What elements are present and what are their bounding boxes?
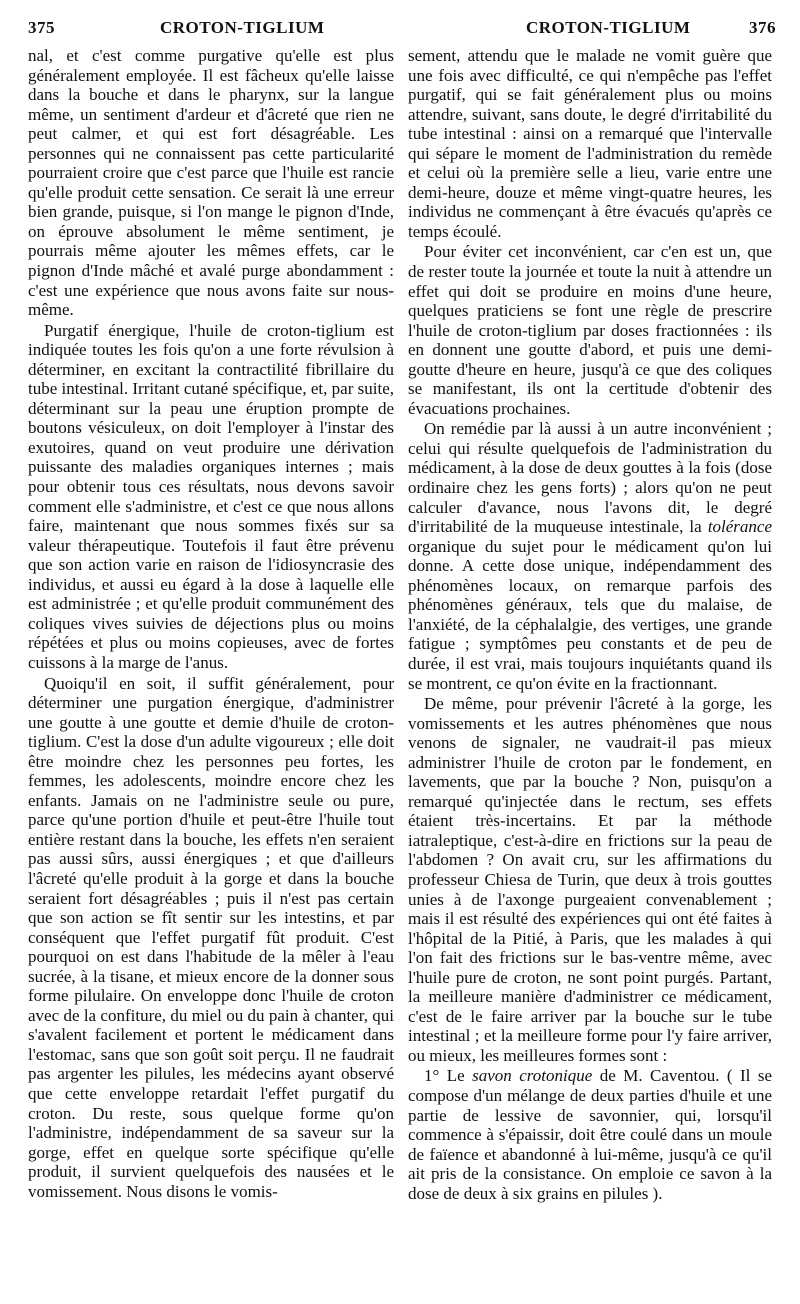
paragraph: Purgatif énergique, l'huile de croton-tiglium est indiquée toutes les fois qu'on a une forte révulsion à déterminer, en excitant la contractilité fibrillaire du tube intestinal. Irritant cutané spécifique, et, par suite, déterminant sur la peau une éruption prompte de boutons vésiculeux, on doit l'employer à l'instar des exutoires, quand on veut produire une dérivation puissante des maladies organiques internes ; mais pour obtenir tous ces résultats, nous devons savoir comment elle s'administre, et c'est ce que nous allons faire, maintenant que nous sommes fixés sur sa valeur thérapeutique. Toutefois il faut être prévenu que son action varie en raison de l'idiosyncrasie des individus, et aussi eu égard à la dose à laquelle elle est administrée ; et qu'elle produit communément des coliques vives suivies de déjections plus ou moins répétées et plus ou moins copieuses, avec de fortes cuissons à la marge de l'anus. (28, 320, 394, 672)
running-header (28, 18, 776, 44)
paragraph-text: On remédie par là aussi à un autre inconvénient ; celui qui résulte quelquefois de l'administration du médicament, à la dose de deux gouttes à la fois (dose ordinaire chez les gens forts) ; alors qu'on ne peut calculer d'avance, nous l'avons dit, le degré d'irritabilité de la muqueuse intestinale, la (408, 419, 772, 537)
running-title-left: CROTON-TIGLIUM (160, 18, 325, 37)
paragraph-text: organique du sujet pour le médicament qu'on lui donne. A cette dose unique, indépendamment des phénomènes locaux, on remarque parfois des phénomènes généraux, tels que du malaise, de l'anxiété, de la céphalalgie, des vertiges, une grande fatigue ; symptômes peu constants et de peu de durée, il est vrai, mais toujours inquiétants quand ils se montrent, ce qu'on évite en la fractionnant. (408, 536, 772, 693)
paragraph: Quoiqu'il en soit, il suffit généralement, pour déterminer une purgation énergique, d'administrer une goutte à une goutte et demie d'huile de croton-tiglium. C'est la dose d'un adulte vigoureux ; elle doit être moindre chez les personnes peu fortes, les femmes, les adolescents, moindre encore chez les enfants. Jamais on ne l'administre seule ou pure, parce qu'une portion d'huile et peut-être l'huile tout entière restant dans la bouche, les effets n'en seraient pas aussi sûrs, aussi énergiques ; et que d'ailleurs l'âcreté qu'elle produit à la gorge et dans la bouche seraient fort désagréables ; puis il n'est pas certain que son action se fît sentir sur les intestins, et par conséquent que l'effet purgatif fût produit. C'est pourquoi on est dans l'habitude de la mêler à l'eau sucrée, à la tisane, et mieux encore de la donner sous forme pilulaire. On enveloppe donc l'huile de croton avec de la confiture, du miel ou du pain à chanter, qui s'avalent facilement et portent le médicament dans l'estomac, sans que son goût soit perçu. Il ne faudrait pas argenter les pilules, les médecins ayant observé que cette enveloppe retardait l'effet purgatif du croton. Du reste, sous quelque forme qu'on l'administre, indépendamment de sa saveur sur la gorge, effet en quelque sorte spécifique qu'elle produit, il survient quelquefois des nausées et le vomissement. Nous disons le vomis- (28, 673, 394, 1201)
paragraph: nal, et c'est comme purgative qu'elle est plus généralement employée. Il est fâcheux qu'elle laisse dans la bouche et dans le pharynx, sur la langue même, un sentiment d'ardeur et d'âcreté que rien ne peut calmer, et qui est fort désagréable. Les personnes qui ne connaissent pas cette particularité pourraient croire que c'est parce que l'huile est rancie qu'elle produit cette sensation. Ce serait là une erreur bien grande, puisque, si l'on mange le pignon d'Inde, on éprouve absolument le même sentiment, je pourrais même ajouter les mêmes effets, car le pignon d'Inde mâché et avalé purge abondamment : c'est une expérience que nous avons faite sur nous-même. (28, 46, 394, 320)
paragraph (408, 1066, 772, 1203)
left-column (28, 46, 394, 1201)
right-column (408, 46, 772, 1203)
paragraph-text: 1° Le (424, 1066, 465, 1086)
paragraph: Pour éviter cet inconvénient, car c'en est un, que de rester toute la journée et toute la nuit à attendre un effet qui doit se produire en moins d'une heure, quelques praticiens se font une règle de prescrire l'huile de croton-tiglium par doses fractionnées : ils en donnent une goutte d'abord, et puis une demi-goutte d'heure en heure, jusqu'à ce que des coliques se manifestant, ils ont la certitude d'obtenir des évacuations prochaines. (408, 242, 772, 418)
italic-term: savon crotonique (472, 1066, 593, 1086)
running-title-right: CROTON-TIGLIUM (526, 18, 691, 37)
paragraph: sement, attendu que le malade ne vomit guère que une fois avec difficulté, ce qui n'empêche pas l'effet purgatif, qui se fait généralement plus ou moins attendre, suivant, sans doute, le degré d'irritabilité du tube intestinal : ainsi on a remarqué que l'intervalle qui sépare le moment de l'administration du remède et celui où la première selle a lieu, varie entre une demi-heure, douze et même vingt-quatre heures, les individus ne commençant à être évacués qu'après ce temps écoulé. (408, 46, 772, 241)
paragraph: De même, pour prévenir l'âcreté à la gorge, les vomissements et les autres phénomènes que nous venons de signaler, ne vaudrait-il pas mieux administrer l'huile de croton par le fondement, en lavements, que par la bouche ? Non, puisqu'on a remarqué qu'injectée dans le rectum, ses effets étaient très-incertains. Et par la méthode iatraleptique, c'est-à-dire en frictions sur la peau de l'abdomen ? On avait cru, sur les affirmations du professeur Chiesa de Turin, que deux à trois gouttes unies à de l'axonge purgeaient convenablement ; mais il est résulté des expériences qui ont été faites à l'hôpital de la Pitié, à Paris, que les malades à qui l'on fait des frictions sur le bas-ventre même, avec l'huile pure de croton, ne sont point purgés. Partant, la meilleure manière d'administrer ce médicament, c'est de le faire arriver par la bouche sur le tube intestinal ; et la meilleure forme pour l'y faire arriver, ou mieux, les meilleures formes sont : (408, 694, 772, 1065)
paragraph (408, 419, 772, 693)
paragraph-text: de M. Caventou. ( Il se compose d'un mélange de deux parties d'huile et une partie de lessive de savonnier, qui, lorsqu'il commence à s'épaissir, doit être coulé dans un moule de faïence et abandonné à lui-même, jusqu'à ce qu'il ait pris de la consistance. On emploie ce savon à la dose de deux à six grains en pilules ). (408, 1066, 773, 1203)
page-number-left: 375 (28, 18, 55, 37)
italic-term: tolérance (707, 517, 773, 537)
page-number-right: 376 (749, 18, 776, 37)
